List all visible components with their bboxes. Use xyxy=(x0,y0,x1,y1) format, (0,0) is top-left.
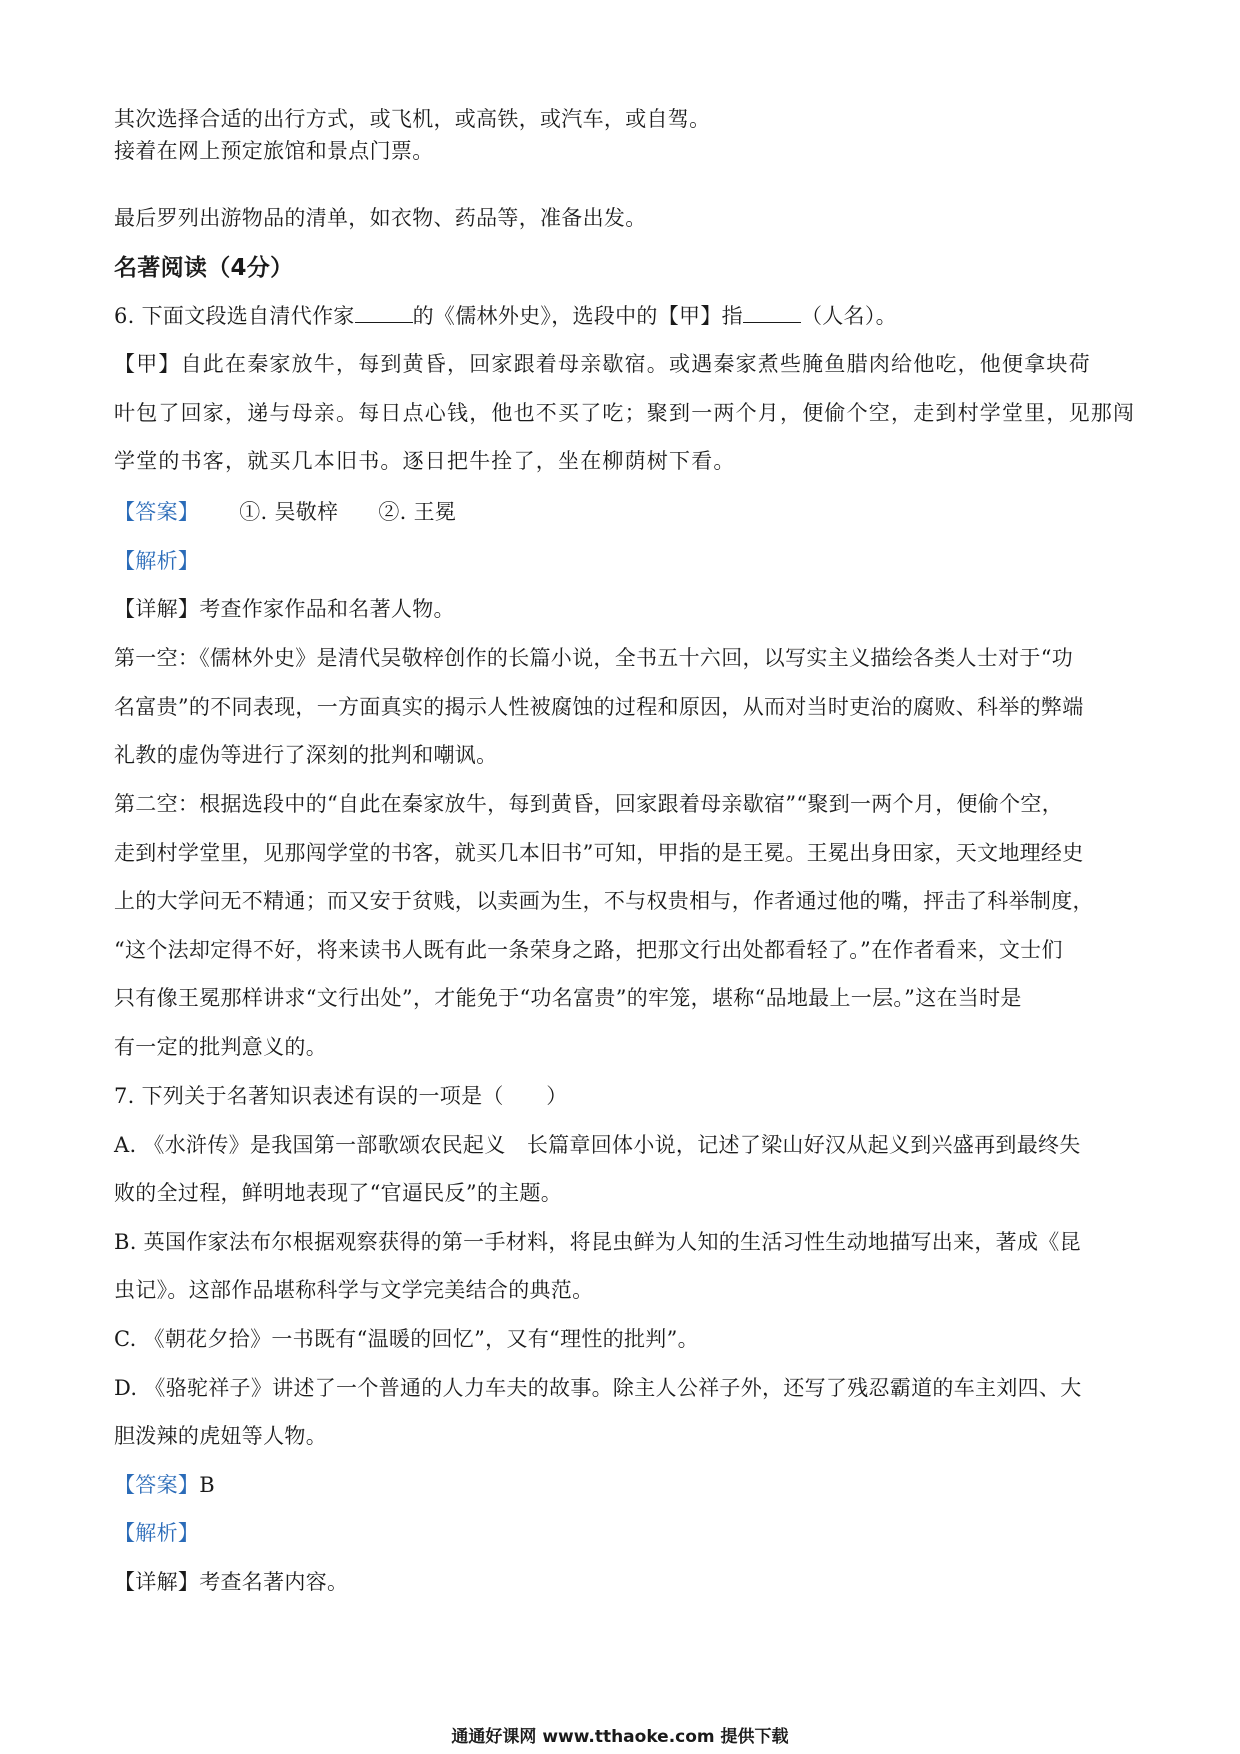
detail-tag: 【详解】 xyxy=(114,1570,200,1594)
footer-watermark: 通通好课网 www.tthaoke.com 提供下载 xyxy=(451,1727,789,1747)
explanation-line: 礼教的虚伪等进行了深刻的批判和嘲讽。 xyxy=(114,743,498,767)
section-title: 名著阅读（4分） xyxy=(114,255,294,281)
explanation-line: 第二空：根据选段中的“自此在秦家放牛，每到黄昏，回家跟着母亲歇宿”“聚到一两个月，便偷个空， xyxy=(114,792,1064,816)
passage-line: 学堂的书客，就买几本旧书。逐日把牛拴了，坐在柳荫树下看。 xyxy=(114,449,736,473)
question-6 xyxy=(114,301,1124,331)
text-line: 接着在网上预定旅馆和景点门票。 xyxy=(114,139,434,163)
answer-6-first: ①. 吴敬梓 xyxy=(239,500,339,524)
detail-line xyxy=(114,594,1124,624)
explanation-line: 第一空：《儒林外史》是清代吴敬梓创作的长篇小说，全书五十六回，以写实主义描绘各类人士对于“功 xyxy=(114,646,1074,670)
explanation-line: “这个法却定得不好，将来读书人既有此一条荣身之路，把那文行出处都看轻了。”在作者看来，文士们 xyxy=(114,938,1063,962)
option-a: A. 《水浒传》是我国第一部歌颂农民起义 长篇章回体小说，记述了梁山好汉从起义到兴盛再到最终失 xyxy=(114,1133,1081,1157)
answer-tag: 【答案】 xyxy=(114,500,200,524)
explanation-line: 有一定的批判意义的。 xyxy=(114,1035,327,1059)
option-a-cont: 败的全过程，鲜明地表现了“官逼民反”的主题。 xyxy=(114,1181,563,1205)
answer-tag: 【答案】 xyxy=(114,1473,200,1497)
detail-text: 考查作家作品和名著人物。 xyxy=(199,597,455,621)
option-c: C. 《朝花夕拾》一书既有“温暖的回忆”，又有“理性的批判”。 xyxy=(114,1327,699,1351)
detail-line xyxy=(114,1567,1124,1597)
detail-text: 考查名著内容。 xyxy=(199,1570,349,1594)
option-b-cont: 虫记》。这部作品堪称科学与文学完美结合的典范。 xyxy=(114,1278,594,1302)
option-b: B. 英国作家法布尔根据观察获得的第一手材料，将昆虫鲜为人知的生活习性生动地描写出来，著成《昆 xyxy=(114,1230,1081,1254)
question-7: 7. 下列关于名著知识表述有误的一项是（ ） xyxy=(114,1084,568,1108)
question-6-part-b: 的《儒林外史》，选段中的【甲】指 xyxy=(412,304,743,328)
text-line: 其次选择合适的出行方式，或飞机，或高铁，或汽车，或自驾。 xyxy=(114,107,711,131)
option-d-cont: 胆泼辣的虎妞等人物。 xyxy=(114,1424,327,1448)
analysis-tag: 【解析】 xyxy=(114,1521,200,1545)
explanation-line: 只有像王冕那样讲求“文行出处”，才能免于“功名富贵”的牢笼，堪称“品地最上一层。”这在当时是 xyxy=(114,986,1022,1010)
answer-7-value: B xyxy=(199,1473,215,1497)
passage-line: 叶包了回家，递与母亲。每日点心钱，他也不买了吃；聚到一两个月，便偷个空，走到村学堂里，见那闯 xyxy=(114,401,1136,425)
explanation-line: 上的大学问无不精通；而又安于贫贱，以卖画为生，不与权贵相与，作者通过他的嘴，抨击了科举制度， xyxy=(114,889,1094,913)
analysis-tag: 【解析】 xyxy=(114,549,200,573)
answer-6-second: ②. 王冕 xyxy=(378,500,457,524)
blank-person xyxy=(743,304,801,323)
explanation-line: 名富贵”的不同表现，一方面真实的揭示人性被腐蚀的过程和原因，从而对当时吏治的腐败、科举的弊端 xyxy=(114,695,1084,719)
option-d: D. 《骆驼祥子》讲述了一个普通的人力车夫的故事。除主人公祥子外，还写了残忍霸道的车主刘四、大 xyxy=(114,1376,1082,1400)
answer-6 xyxy=(114,497,1124,527)
detail-tag: 【详解】 xyxy=(114,597,200,621)
question-6-part-c: （人名）。 xyxy=(800,304,897,328)
question-6-part-a: 6. 下面文段选自清代作家 xyxy=(114,304,355,328)
text-line: 最后罗列出游物品的清单，如衣物、药品等，准备出发。 xyxy=(114,206,647,230)
passage-line: 【甲】自此在秦家放牛，每到黄昏，回家跟着母亲歇宿。或遇秦家煮些腌鱼腊肉给他吃，他便拿块荷 xyxy=(114,352,1091,376)
answer-7 xyxy=(114,1470,1124,1500)
blank-author xyxy=(355,304,413,323)
explanation-line: 走到村学堂里，见那闯学堂的书客，就买几本旧书”可知，甲指的是王冕。王冕出身田家，天文地理经史 xyxy=(114,841,1084,865)
